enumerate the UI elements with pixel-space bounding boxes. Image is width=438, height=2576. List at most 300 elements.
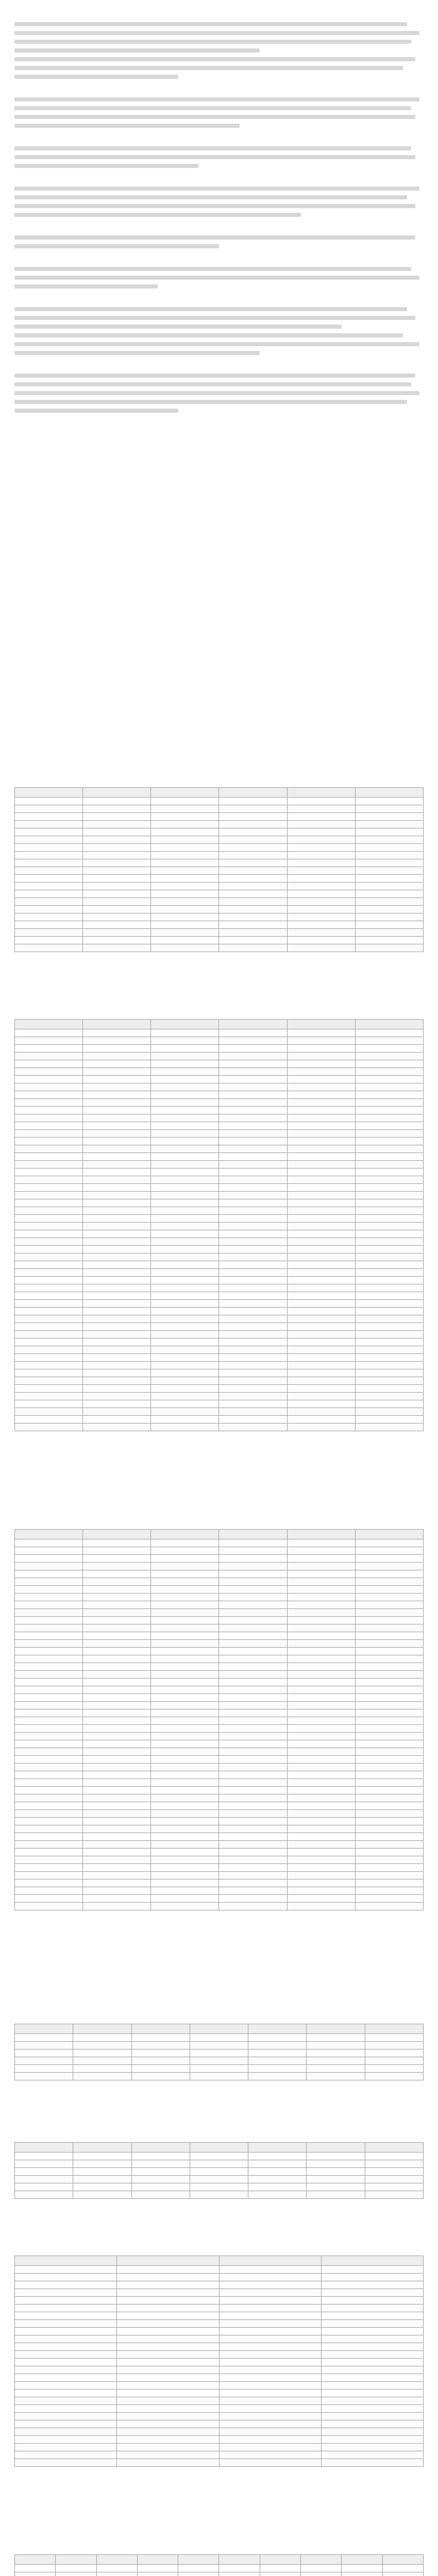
table-title [0, 994, 438, 1005]
table-cell [15, 1594, 83, 1601]
table-cell [117, 2289, 219, 2297]
table-cell [355, 844, 423, 852]
table-cell [15, 898, 83, 906]
table-cell [219, 1895, 287, 1903]
table-cell [355, 1246, 423, 1253]
table-row [15, 1215, 424, 1223]
table-row [15, 2034, 424, 2042]
table-row [15, 1060, 424, 1068]
table-row [15, 1686, 424, 1694]
table-cell [15, 1771, 83, 1779]
table-cell [355, 1671, 423, 1679]
table-cell [219, 1594, 287, 1601]
table-cell [219, 1717, 287, 1725]
table-cell [151, 1122, 219, 1130]
table-cell [355, 798, 423, 805]
table-cell [83, 1825, 151, 1833]
table-cell [83, 1099, 151, 1107]
table-cell [219, 1709, 287, 1717]
table-cell [287, 944, 355, 952]
table-cell [219, 2351, 321, 2359]
table-cell [151, 1331, 219, 1338]
data-table [14, 2554, 424, 2576]
table-cell [83, 1594, 151, 1601]
table-cell [219, 1833, 287, 1841]
table-cell [287, 1385, 355, 1393]
table-cell [83, 1292, 151, 1300]
table-cell [151, 1238, 219, 1246]
table-cell [15, 1323, 83, 1331]
table-cell [355, 1354, 423, 1362]
data-table [14, 787, 424, 952]
table-row [15, 1841, 424, 1849]
table-cell [83, 1694, 151, 1702]
table-cell [117, 2366, 219, 2374]
table-cell [219, 1053, 287, 1060]
table-row [15, 1617, 424, 1624]
table-cell [151, 867, 219, 875]
table-row [15, 1624, 424, 1632]
table-cell [219, 828, 287, 836]
table-cell [219, 2281, 321, 2289]
table-cell [15, 1640, 83, 1648]
table-cell [219, 1300, 287, 1308]
table-cell [287, 1308, 355, 1315]
table-cell [15, 1617, 83, 1624]
table-header-cell [73, 2143, 131, 2153]
table-cell [219, 1207, 287, 1215]
text-lines [14, 374, 424, 413]
table-header-cell [15, 2256, 117, 2266]
table-cell [355, 1617, 423, 1624]
table-cell [287, 1578, 355, 1586]
table-cell [151, 1818, 219, 1825]
table-cell [151, 1416, 219, 1423]
table-cell [151, 1586, 219, 1594]
table-cell [15, 1864, 83, 1872]
table-header-cell [131, 2024, 190, 2034]
text-lines [14, 267, 424, 289]
table-cell [321, 2281, 423, 2289]
table-cell [287, 1686, 355, 1694]
table-cell [83, 1740, 151, 1748]
table-cell [307, 2057, 365, 2065]
table-cell [151, 844, 219, 852]
table-row [15, 1223, 424, 1230]
table-cell [287, 1416, 355, 1423]
table-header-cell [83, 788, 151, 798]
table-cell [321, 2389, 423, 2397]
table-cell [219, 2389, 321, 2397]
table-cell [355, 1292, 423, 1300]
table-cell [73, 2160, 131, 2168]
table-cell [287, 1879, 355, 1887]
table-row [15, 836, 424, 844]
table-cell [287, 1794, 355, 1802]
table-cell [151, 1717, 219, 1725]
table-row [15, 1555, 424, 1563]
table-row [15, 1261, 424, 1269]
table-cell [131, 2168, 190, 2176]
table-cell [131, 2073, 190, 2080]
table-cell [321, 2343, 423, 2351]
table-cell [83, 1764, 151, 1771]
table-cell [355, 805, 423, 813]
table-header-cell [83, 1020, 151, 1029]
table-cell [355, 1895, 423, 1903]
table-cell [15, 1779, 83, 1787]
table-cell [15, 906, 83, 913]
text-lines [14, 146, 424, 168]
table-cell [15, 1400, 83, 1408]
table-cell [219, 1872, 287, 1879]
table-cell [219, 1076, 287, 1083]
table-cell [15, 828, 83, 836]
table-cell [15, 1655, 83, 1663]
table-row [15, 1161, 424, 1168]
intro-paragraph [14, 173, 424, 181]
table-cell [15, 867, 83, 875]
table-cell [117, 2428, 219, 2436]
table-cell [365, 2191, 423, 2199]
table-cell [151, 821, 219, 828]
table-row [15, 1740, 424, 1748]
table-header-cell [287, 1020, 355, 1029]
table-cell [151, 1547, 219, 1555]
table-row [15, 1246, 424, 1253]
table-header-cell [260, 2555, 300, 2565]
table-cell [151, 1346, 219, 1354]
table-cell [151, 828, 219, 836]
table-cell [15, 1199, 83, 1207]
table-cell [219, 1578, 287, 1586]
table-cell [83, 1416, 151, 1423]
table-header-cell [365, 2024, 423, 2034]
table-cell [365, 2160, 423, 2168]
table-cell [287, 1331, 355, 1338]
table-cell [355, 890, 423, 898]
table-cell [15, 2420, 117, 2428]
table-cell [219, 1841, 287, 1849]
table-header-cell [190, 2143, 248, 2153]
table-cell [73, 2168, 131, 2176]
table-cell [307, 2065, 365, 2073]
table-cell [83, 1810, 151, 1818]
table-row [15, 1609, 424, 1617]
table-cell [15, 1246, 83, 1253]
table-cell [219, 1539, 287, 1547]
table-cell [15, 1215, 83, 1223]
table-cell [321, 2374, 423, 2382]
table-cell [307, 2049, 365, 2057]
table-cell [287, 1053, 355, 1060]
table-cell [15, 1053, 83, 1060]
table-cell [287, 1168, 355, 1176]
table-row [15, 2312, 424, 2320]
table-cell [219, 2335, 321, 2343]
table-cell [15, 2304, 117, 2312]
table-cell [83, 1230, 151, 1238]
table-cell [287, 913, 355, 921]
table-cell [151, 1740, 219, 1748]
table-cell [355, 1277, 423, 1284]
table-cell [15, 2351, 117, 2359]
table-cell [83, 1192, 151, 1199]
table-header-cell [342, 2555, 382, 2565]
table-cell [321, 2413, 423, 2420]
table-row [15, 2382, 424, 2389]
table-header-cell [248, 2024, 307, 2034]
table-header-cell [287, 788, 355, 798]
table-cell [287, 1246, 355, 1253]
table-cell [15, 1238, 83, 1246]
table-cell [83, 1733, 151, 1740]
table-cell [15, 1648, 83, 1655]
table-cell [15, 1145, 83, 1153]
table-cell [151, 1099, 219, 1107]
table-cell [83, 1029, 151, 1037]
table-cell [151, 937, 219, 944]
table-cell [287, 1114, 355, 1122]
table-cell [15, 2572, 56, 2576]
table-cell [355, 1145, 423, 1153]
table-cell [219, 1269, 287, 1277]
table-row [15, 1586, 424, 1594]
table-cell [15, 1787, 83, 1794]
table-header-row [15, 2143, 424, 2153]
table-cell [287, 1338, 355, 1346]
table-cell [83, 1663, 151, 1671]
table-row [15, 1315, 424, 1323]
table-cell [15, 1825, 83, 1833]
table-cell [15, 1338, 83, 1346]
table-cell [355, 1168, 423, 1176]
table-cell [355, 1029, 423, 1037]
table-cell [287, 1694, 355, 1702]
table-cell [355, 1640, 423, 1648]
table-cell [117, 2297, 219, 2304]
table-cell [219, 1864, 287, 1872]
table-cell [151, 1624, 219, 1632]
table-cell [151, 836, 219, 844]
table-cell [219, 1810, 287, 1818]
table-cell [15, 1223, 83, 1230]
table-cell [15, 1632, 83, 1640]
table-cell [219, 913, 287, 921]
table-cell [151, 890, 219, 898]
table-cell [15, 1810, 83, 1818]
table-cell [151, 1246, 219, 1253]
table-cell [151, 1686, 219, 1694]
table-cell [83, 1879, 151, 1887]
table-cell [219, 2565, 260, 2572]
table-row [15, 1570, 424, 1578]
table-cell [15, 2444, 117, 2451]
table-cell [219, 1338, 287, 1346]
table-row [15, 2183, 424, 2191]
table-header-cell [355, 1020, 423, 1029]
table-cell [355, 1308, 423, 1315]
table-cell [219, 1655, 287, 1663]
table-cell [219, 1393, 287, 1400]
table-cell [321, 2312, 423, 2320]
table-cell [15, 1284, 83, 1292]
table-cell [219, 1037, 287, 1045]
table-cell [321, 2382, 423, 2389]
intro-section [14, 5, 424, 417]
table-cell [355, 1184, 423, 1192]
table-cell [83, 1145, 151, 1153]
table-cell [321, 2351, 423, 2359]
table-header-cell [96, 2555, 137, 2565]
table-row [15, 1779, 424, 1787]
table-cell [219, 1740, 287, 1748]
table-row [15, 1640, 424, 1648]
table-row [15, 1346, 424, 1354]
table-cell [219, 1686, 287, 1694]
table-cell [287, 1756, 355, 1764]
table-cell [355, 1578, 423, 1586]
table-cell [355, 1253, 423, 1261]
table-row [15, 2335, 424, 2343]
table-cell [219, 2444, 321, 2451]
table-cell [131, 2049, 190, 2057]
table-cell [15, 1624, 83, 1632]
table-row [15, 2459, 424, 2467]
table-row [15, 844, 424, 852]
table-row [15, 1764, 424, 1771]
table-cell [287, 821, 355, 828]
table-cell [287, 1377, 355, 1385]
table-cell [219, 1802, 287, 1810]
table-cell [83, 1872, 151, 1879]
table-cell [15, 1269, 83, 1277]
table-cell [219, 1624, 287, 1632]
table-cell [355, 1083, 423, 1091]
table-cell [83, 1161, 151, 1168]
table-cell [131, 2153, 190, 2160]
table-cell [355, 1856, 423, 1864]
table-cell [365, 2042, 423, 2049]
table-cell [83, 1362, 151, 1369]
table-cell [151, 1377, 219, 1385]
table-cell [15, 1841, 83, 1849]
table-cell [287, 1640, 355, 1648]
table-cell [355, 1053, 423, 1060]
table-cell [15, 1702, 83, 1709]
table-cell [287, 1601, 355, 1609]
table-cell [15, 937, 83, 944]
table-cell [287, 798, 355, 805]
table-cell [15, 1369, 83, 1377]
table-cell [321, 2436, 423, 2444]
table-header-row [15, 2256, 424, 2266]
table-cell [248, 2034, 307, 2042]
table-row [15, 1539, 424, 1547]
table-row [15, 1679, 424, 1686]
table-cell [83, 1223, 151, 1230]
table-cell [219, 2436, 321, 2444]
table-cell [219, 1879, 287, 1887]
table-cell [83, 1153, 151, 1161]
table-cell [355, 1423, 423, 1431]
table-cell [190, 2034, 248, 2042]
table-cell [342, 2565, 382, 2572]
table-cell [219, 1114, 287, 1122]
table-cell [287, 1393, 355, 1400]
table-cell [321, 2459, 423, 2467]
table-cell [151, 1810, 219, 1818]
table-cell [287, 1215, 355, 1223]
table-cell [151, 1338, 219, 1346]
table-cell [219, 1091, 287, 1099]
table-cell [248, 2153, 307, 2160]
table-cell [219, 821, 287, 828]
table-cell [15, 1408, 83, 1416]
table-cell [287, 844, 355, 852]
table-cell [287, 906, 355, 913]
table-cell [219, 805, 287, 813]
table-cell [15, 1601, 83, 1609]
table-cell [301, 2572, 342, 2576]
table-row [15, 828, 424, 836]
table-cell [287, 883, 355, 890]
table-cell [83, 1756, 151, 1764]
table-cell [219, 2428, 321, 2436]
table-row [15, 1671, 424, 1679]
table-header-cell [365, 2143, 423, 2153]
table-row [15, 1053, 424, 1060]
table-cell [151, 798, 219, 805]
table-row [15, 2281, 424, 2289]
table-cell [248, 2065, 307, 2073]
table-cell [15, 1578, 83, 1586]
table-cell [355, 1624, 423, 1632]
table-cell [355, 1702, 423, 1709]
table-cell [83, 898, 151, 906]
table-row [15, 2374, 424, 2382]
table-cell [151, 1640, 219, 1648]
table-cell [15, 2176, 73, 2183]
table-header-cell [83, 1530, 151, 1539]
table-cell [131, 2042, 190, 2049]
table-cell [83, 1238, 151, 1246]
table-cell [15, 1354, 83, 1362]
table-cell [355, 813, 423, 821]
table-cell [151, 1315, 219, 1323]
table-cell [83, 1887, 151, 1895]
table-cell [287, 1199, 355, 1207]
table-row [15, 798, 424, 805]
table-cell [287, 1230, 355, 1238]
table-header-cell [15, 1020, 83, 1029]
table-cell [219, 1609, 287, 1617]
table-cell [151, 1354, 219, 1362]
table-cell [15, 1130, 83, 1138]
table-row [15, 1068, 424, 1076]
table-cell [287, 1903, 355, 1910]
table-cell [287, 1655, 355, 1663]
table-cell [219, 1230, 287, 1238]
table-cell [151, 1300, 219, 1308]
table-cell [151, 1308, 219, 1315]
table-cell [355, 1331, 423, 1338]
table-row [15, 1872, 424, 1879]
table-cell [151, 1400, 219, 1408]
table-cell [287, 1849, 355, 1856]
table-cell [83, 1400, 151, 1408]
table-cell [287, 828, 355, 836]
